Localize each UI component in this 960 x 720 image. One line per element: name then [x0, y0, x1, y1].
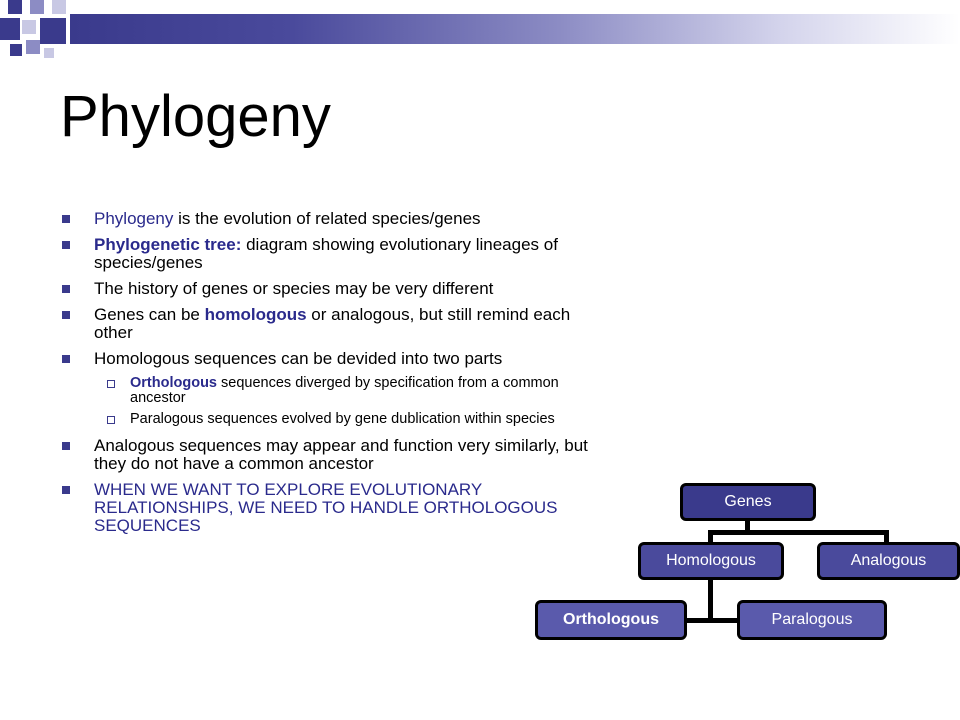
diagram-node-genes: Genes — [680, 483, 816, 521]
slide-title: Phylogeny — [60, 84, 331, 149]
bullet-item — [60, 236, 605, 272]
deco-square — [44, 48, 54, 58]
bullet-item — [60, 350, 605, 368]
bullet-text: Analogous sequences may appear and function very similarly, but they do not have a common ancestor — [94, 436, 588, 473]
deco-square — [10, 44, 22, 56]
deco-square — [30, 0, 44, 14]
header-gradient-band — [70, 14, 960, 44]
connector-line — [708, 530, 888, 535]
bullet-item — [60, 481, 605, 535]
bullet-emphasis: homologous — [204, 305, 307, 324]
deco-square — [52, 0, 66, 14]
sub-bullet-text: Paralogous sequences evolved by gene dublication within species — [130, 411, 555, 427]
sub-bullet-item — [60, 376, 605, 406]
bullet-text: Genes can be — [94, 305, 205, 324]
diagram-node-homologous: Homologous — [638, 542, 784, 580]
bullet-text: is the evolution of related species/genes — [173, 209, 481, 228]
diagram-node-paralogous: Paralogous — [737, 600, 887, 640]
bullet-text: diagram showing evolutionary lineages of species/genes — [94, 235, 558, 272]
bullet-item — [60, 280, 605, 298]
bullet-text: WHEN WE WANT TO EXPLORE EVOLUTIONARY RELATIONSHIPS, WE NEED TO HANDLE ORTHOLOGOUS SEQUENCES — [94, 480, 558, 535]
connector-line — [684, 618, 740, 623]
deco-square — [22, 20, 36, 34]
deco-square — [8, 0, 22, 14]
deco-square — [26, 40, 40, 54]
bullet-emphasis: Phylogenetic tree: — [94, 235, 242, 254]
deco-square — [40, 18, 66, 44]
bullet-item — [60, 437, 605, 473]
sub-bullet-item — [60, 412, 605, 427]
bullet-emphasis: Phylogeny — [94, 209, 174, 228]
bullet-item — [60, 210, 605, 228]
sub-bullet-text: sequences diverged by specification from a common ancestor — [130, 375, 559, 406]
bullet-text: The history of genes or species may be very different — [94, 279, 494, 298]
connector-line — [708, 578, 713, 622]
diagram-node-analogous: Analogous — [817, 542, 960, 580]
sub-bullet-emphasis: Orthologous — [130, 375, 217, 391]
diagram-node-orthologous: Orthologous — [535, 600, 687, 640]
bullet-text: or analogous, but still remind each other — [94, 305, 571, 342]
deco-square — [0, 18, 20, 40]
bullet-list — [60, 210, 605, 543]
bullet-item — [60, 306, 605, 342]
bullet-text: Homologous sequences can be devided into two parts — [94, 349, 503, 368]
